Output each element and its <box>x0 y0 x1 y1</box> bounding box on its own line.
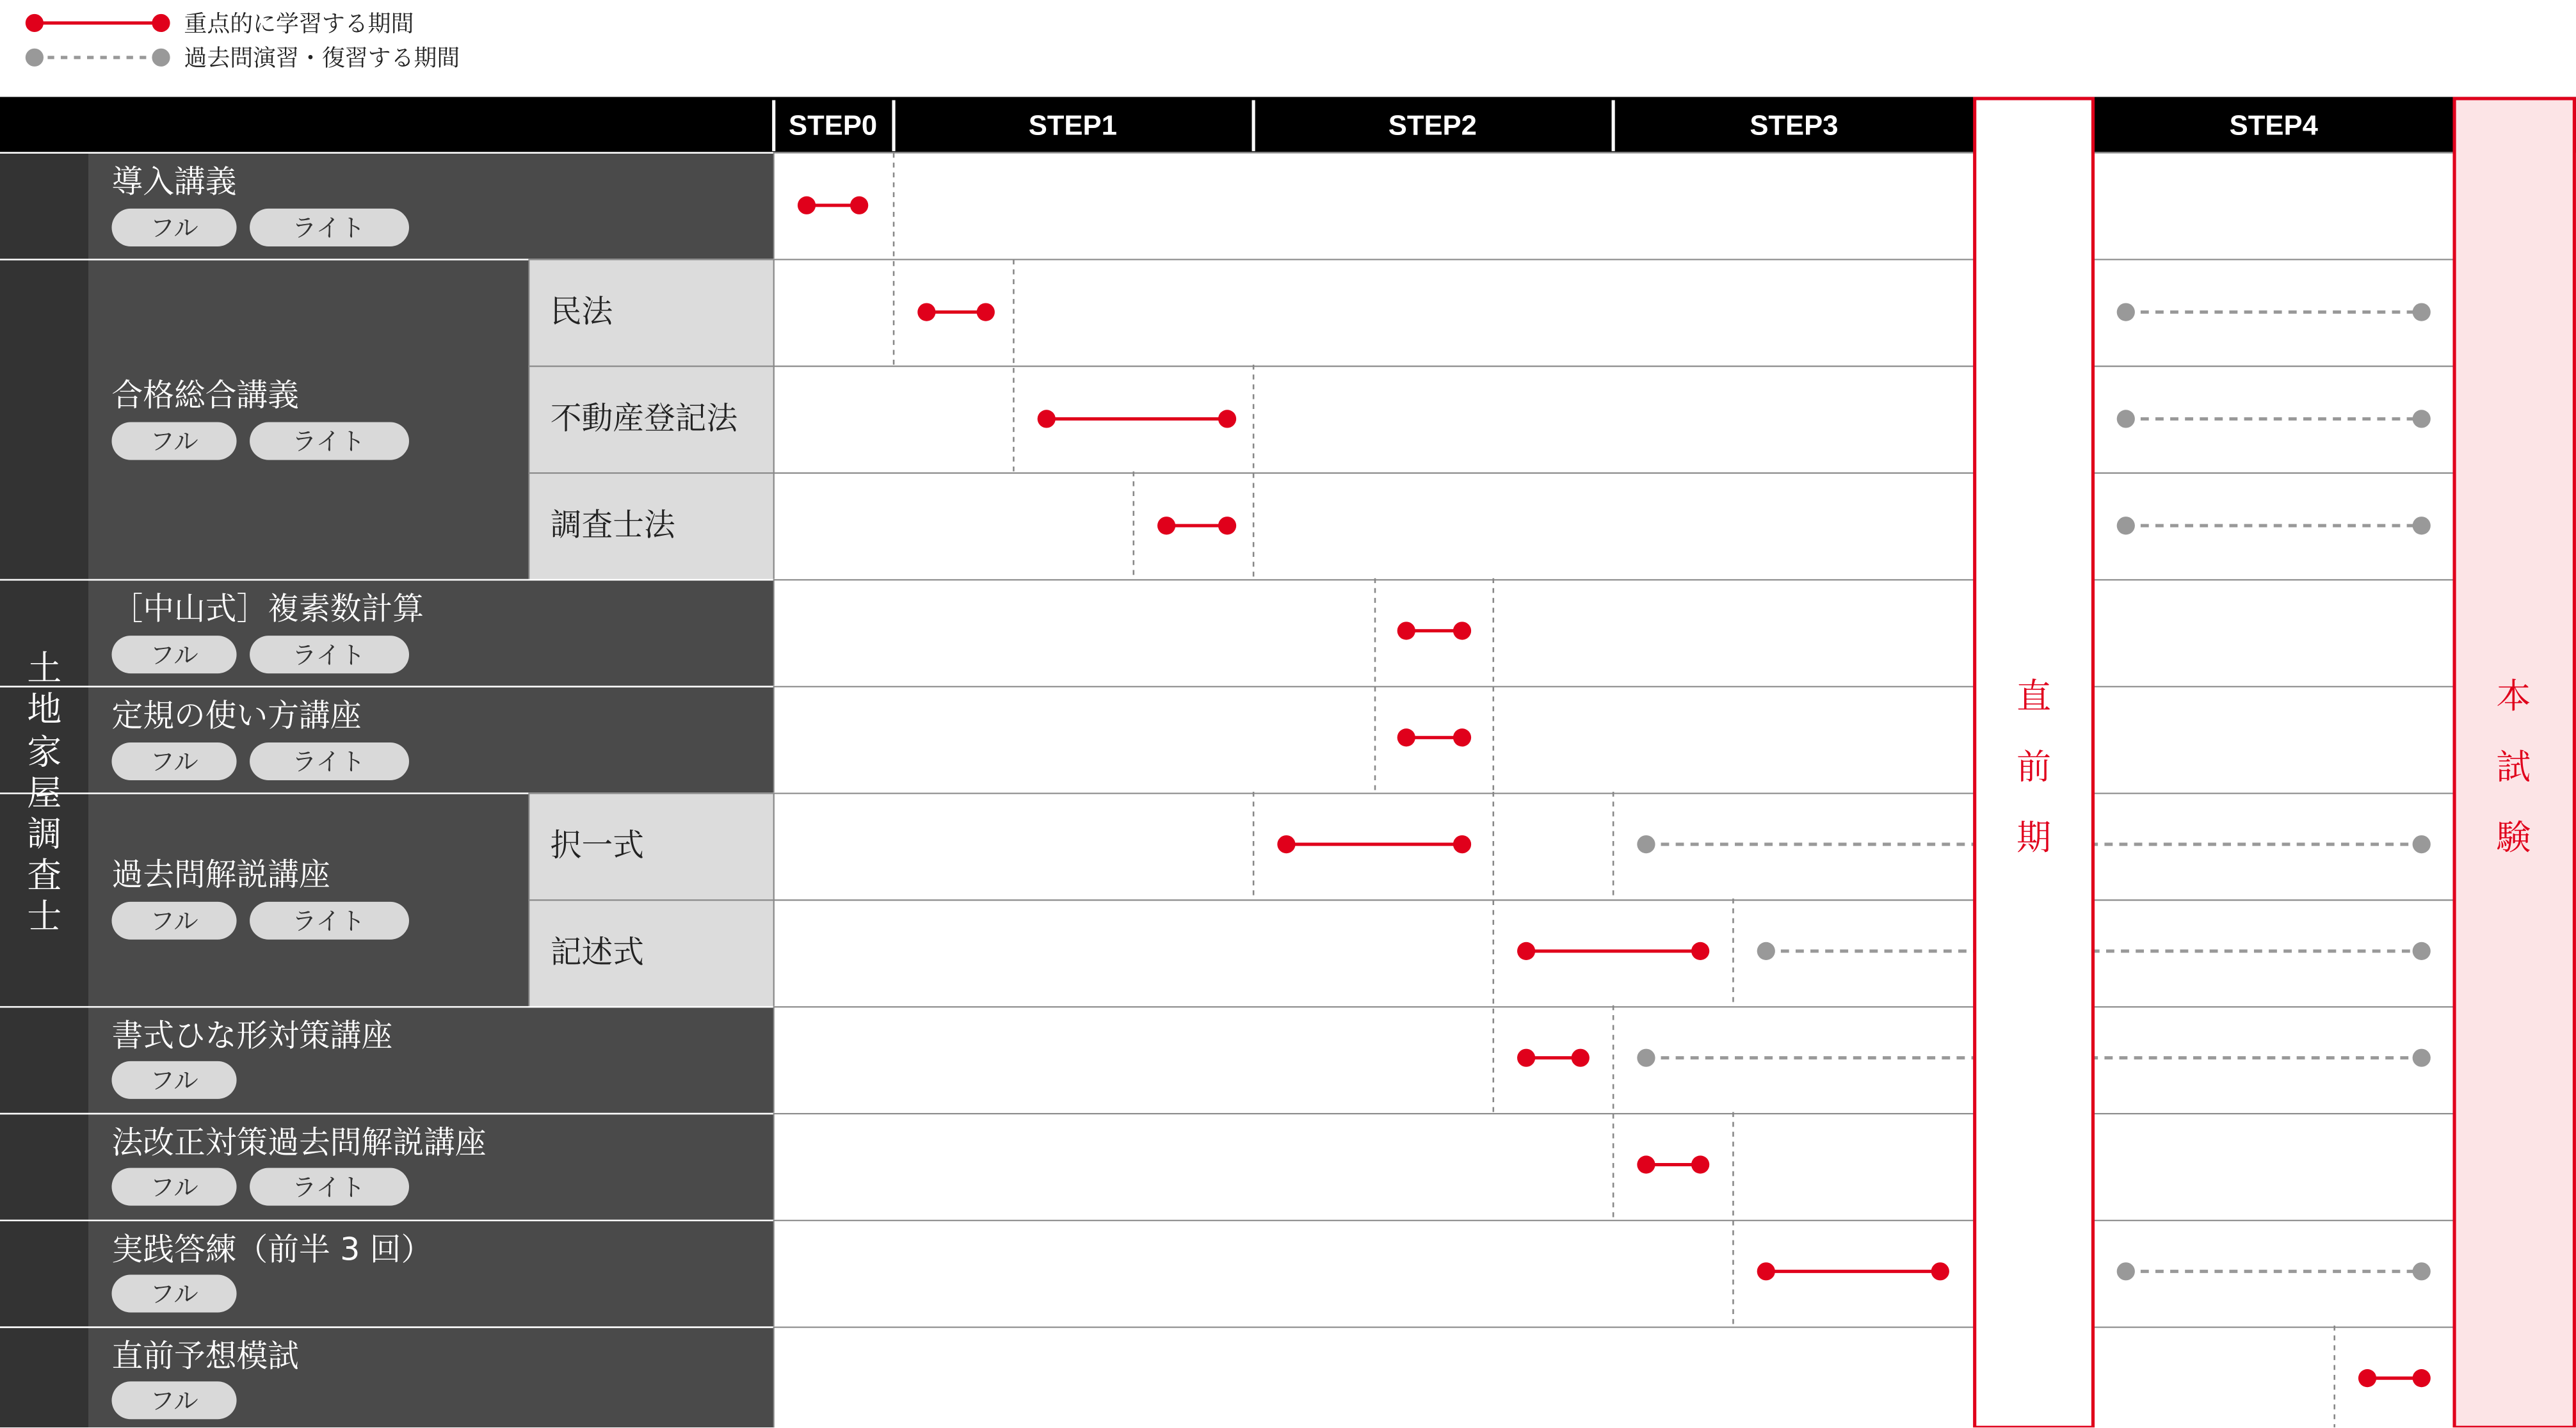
plan-pill: ライト <box>292 214 366 243</box>
grid-row <box>774 794 2575 901</box>
grid-row <box>774 153 2575 260</box>
subject-label: 民法 <box>550 293 613 330</box>
review-end-dot <box>2413 835 2431 853</box>
review-start-dot <box>1757 942 1775 960</box>
sidebar-char: 家 <box>27 732 62 773</box>
step-header: STEP3 <box>1750 110 1839 141</box>
course-title: 実践答練（前半 3 回） <box>111 1231 433 1268</box>
plan-pill: ライト <box>292 907 366 936</box>
legend-review-label: 過去問演習・復習する期間 <box>184 45 460 72</box>
review-start-dot <box>1637 1049 1655 1067</box>
review-start-dot <box>2117 517 2135 534</box>
grid-row <box>774 1328 2575 1428</box>
plan-pill: フル <box>150 214 198 243</box>
focus-start-dot <box>1157 517 1175 534</box>
focus-start-dot <box>917 303 935 321</box>
focus-start-dot <box>798 197 816 214</box>
sidebar-title <box>27 648 61 936</box>
plan-pill: フル <box>150 1280 198 1310</box>
focus-start-dot <box>1277 835 1295 853</box>
focus-end-dot <box>850 197 868 214</box>
grid-row <box>774 580 2575 687</box>
focus-end-dot <box>1691 1155 1709 1173</box>
focus-end-dot <box>1453 728 1471 746</box>
exam-char: 本 <box>2496 676 2531 717</box>
grid-row <box>774 687 2575 794</box>
grid-row <box>774 1007 2575 1114</box>
pre-exam-column <box>1975 99 2093 1427</box>
plan-pill: フル <box>150 1386 198 1416</box>
exam-char: 試 <box>2496 746 2531 787</box>
pre-exam-char: 前 <box>2017 746 2052 787</box>
focus-end-dot <box>1572 1049 1590 1067</box>
review-end-dot <box>2413 1262 2431 1280</box>
review-start-dot <box>2117 303 2135 321</box>
sidebar-char: 土 <box>27 648 62 689</box>
focus-end-dot <box>977 303 995 321</box>
sidebar-char: 士 <box>27 895 62 936</box>
focus-end-dot <box>1453 835 1471 853</box>
course-title: 過去問解説講座 <box>111 857 330 894</box>
plan-pill: ライト <box>292 428 366 457</box>
plan-pill: フル <box>150 1066 198 1096</box>
focus-start-dot <box>1637 1155 1655 1173</box>
subject-label: 調査士法 <box>550 507 675 543</box>
step-header: STEP4 <box>2229 110 2318 141</box>
grid-row <box>774 1221 2575 1328</box>
course-title: 定規の使い方講座 <box>111 698 362 734</box>
focus-end-dot <box>1218 517 1236 534</box>
step-header: STEP1 <box>1028 110 1117 141</box>
course-title: 導入講義 <box>111 164 237 200</box>
focus-start-dot <box>1038 410 1056 428</box>
legend-focus-label: 重点的に学習する期間 <box>184 10 414 37</box>
sidebar-char: 査 <box>27 854 62 895</box>
plan-pill: フル <box>150 641 198 670</box>
sidebar-char: 屋 <box>27 773 62 814</box>
plan-pill: ライト <box>292 641 366 670</box>
exam-char: 験 <box>2496 817 2531 858</box>
step-header: STEP2 <box>1388 110 1477 141</box>
course-title: ［中山式］複素数計算 <box>111 591 424 627</box>
grid-row <box>774 1114 2575 1221</box>
pre-exam-char: 直 <box>2017 676 2052 717</box>
subject-label: 記述式 <box>550 934 644 970</box>
course-title: 法改正対策過去問解説講座 <box>111 1125 487 1161</box>
focus-end-dot <box>2413 1369 2431 1387</box>
focus-end-dot <box>1691 942 1709 960</box>
plan-pill: フル <box>150 1173 198 1203</box>
plan-pill: フル <box>150 907 198 936</box>
focus-start-dot <box>1397 728 1415 746</box>
focus-end-dot <box>1218 410 1236 428</box>
review-end-dot <box>2413 517 2431 534</box>
focus-end-dot <box>1931 1262 1949 1280</box>
exam-column <box>2454 99 2574 1427</box>
subject-label: 不動産登記法 <box>550 400 738 437</box>
review-end-dot <box>2413 942 2431 960</box>
plan-pill: フル <box>150 428 198 457</box>
review-start-dot <box>1637 835 1655 853</box>
focus-start-dot <box>1517 942 1535 960</box>
sidebar-char: 調 <box>27 814 62 854</box>
header-band <box>0 97 2576 152</box>
course-title: 合格総合講義 <box>111 377 300 413</box>
legend <box>26 11 460 72</box>
focus-start-dot <box>1517 1049 1535 1067</box>
focus-start-dot <box>1757 1262 1775 1280</box>
review-end-dot <box>2413 410 2431 428</box>
grid-row <box>774 900 2575 1007</box>
review-start-dot <box>2117 1262 2135 1280</box>
review-end-dot <box>2413 303 2431 321</box>
plan-pill: ライト <box>292 1173 366 1203</box>
subject-label: 択一式 <box>550 828 644 864</box>
plan-pill: ライト <box>292 748 366 777</box>
sidebar-char: 地 <box>27 689 62 730</box>
focus-start-dot <box>1397 622 1415 639</box>
pre-exam-char: 期 <box>2017 817 2052 858</box>
course-title: 直前予想模試 <box>111 1338 300 1375</box>
review-start-dot <box>2117 410 2135 428</box>
review-end-dot <box>2413 1049 2431 1067</box>
focus-start-dot <box>2358 1369 2376 1387</box>
focus-end-dot <box>1453 622 1471 639</box>
plan-pill: フル <box>150 748 198 777</box>
step-header: STEP0 <box>789 110 878 141</box>
course-title: 書式ひな形対策講座 <box>111 1018 393 1054</box>
